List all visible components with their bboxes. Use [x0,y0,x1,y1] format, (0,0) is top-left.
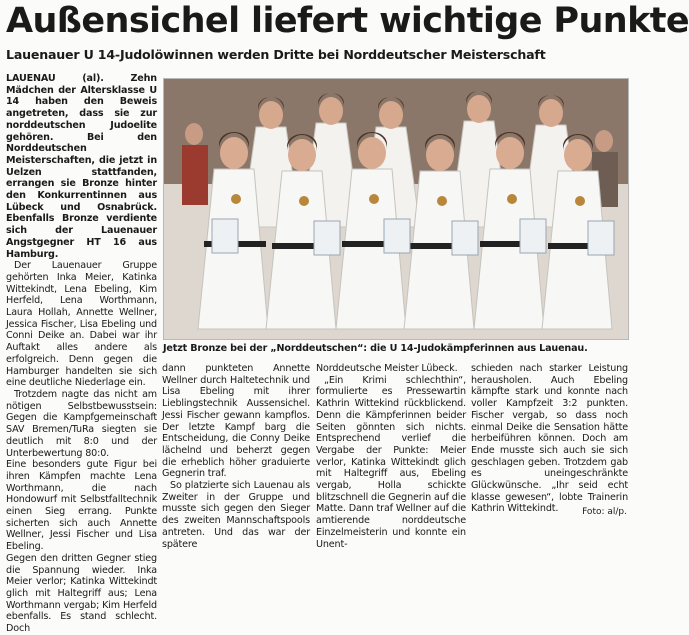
article-paragraph: dann punkteten Annette Wellner durch Haltetechnik und Lisa Ebeling mit ihrer Lieblingstechnik Aussensichel. Jessi Fischer gewann kampflos. Der letzte Kampf barg die Entscheidung, die Conny Deike lächelnd und beherzt gegen die erheblich höher graduierte Gegnerin traf. [162,363,310,480]
article-paragraph: So platzierte sich Lauenau als Zweiter in der Gruppe und musste sich gegen den Sieger des zweiten Mannschaftspools antreten. Und das war der spätere [162,480,310,550]
article-paragraph: schieden nach starker Leistung herausholen. Auch Ebeling kämpfte stark und konnte nach voller Kampfzeit 3:2 punkten. Fischer vergab, so dass noch einmal Deike die Sensation hätte herbeiführen können. Doch am Ende musste sich auch sie sich geschlagen geben. Trotzdem gab es uneingeschränkte Glückwünsche. „Ihr seid echt klasse gewesen“, lobte Trainerin Kathrin Wittekindt. [471,363,628,515]
photo-caption: Jetzt Bronze bei der „Norddeutschen“: die U 14-Judokämpferinnen aus Lauenau. [163,343,588,354]
article-paragraph: Norddeutsche Meister Lübeck. [316,363,458,374]
article-paragraph: Der Lauenauer Gruppe gehörten Inka Meier, Katinka Wittekindt, Lena Ebeling, Kim Herfeld, Lena Worthmann, Laura Hollah, Annette Wellner, Jessica Fischer, Lisa Ebeling und Conni Deike an. Dabei war ihr Auftakt alles andere als erfolgreich. Denn gegen die Hamburger handelten sie sich eine deutliche Niederlage ein. [6,260,157,389]
article-paragraph: Eine besonders gute Figur bei ihren Kämpfen machte Lena Worthmann, die nach Hondowurf mit Selbstfalltechnik einen Sieg errang. Punkte sicherten sich auch Annette Wellner, Jessi Fischer und Lisa Ebeling. [6,459,157,553]
article-subheadline: Lauenauer U 14-Judolöwinnen werden Dritte bei Norddeutscher Meisterschaft [6,47,546,62]
article-paragraph: „Ein Krimi schlechthin“, formulierte es Pressewartin Kathrin Wittekind rückblickend. Denn die Kämpferinnen beider Seiten gönnten sich nichts. Entsprechend verlief die Vergabe der Punkte: Meier verlor, Katinka Wittekindt glich mit Haltegriff aus, Ebeling vergab, Holla schickte blitzschnell die Gegnerin auf die Matte. Dann traf Wellner auf die amtierende norddeutsche Einzelmeisterin und konnte ein Unent- [316,374,466,550]
article-lead: LAUENAU (al). Zehn Mädchen der Altersklasse U 14 haben den Beweis angetreten, dass sie zur norddeutschen Judoelite gehören. Bei den Norddeutschen Meisterschaften, die jetzt in Uelzen stattfanden, errangen sie Bronze hinter den Konkurrentinnen aus Lübeck und Osnabrück. Ebenfalls Bronze verdiente sich der Lauenauer Angstgegner HT 16 aus Hamburg. [6,73,157,260]
article-column-2 [162,363,310,550]
article-column-1 [6,73,157,635]
article-column-3 [316,363,466,550]
team-photo [163,78,629,340]
article-paragraph: Trotzdem nagte das nicht am nötigen Selbstbewusstsein: Gegen die Kampfgemeinschaft SAV Bremen/TuRa siegten sie deutlich mit 8:0 und der Unterbewertung 80:0. [6,388,157,459]
article-paragraph: Gegen den dritten Gegner stieg die Spannung wieder. Inka Meier verlor; Katinka Wittekindt glich mit Haltegriff aus; Lena Worthmann vergab; Kim Herfeld ebenfalls. Es stand schlecht. Doch [6,552,157,635]
article-column-4 [471,363,628,521]
article-headline: Außensichel liefert wichtige Punkte [6,1,689,41]
photo-credit: Foto: al/p. [582,507,627,517]
team-photo-illustration [164,79,628,339]
